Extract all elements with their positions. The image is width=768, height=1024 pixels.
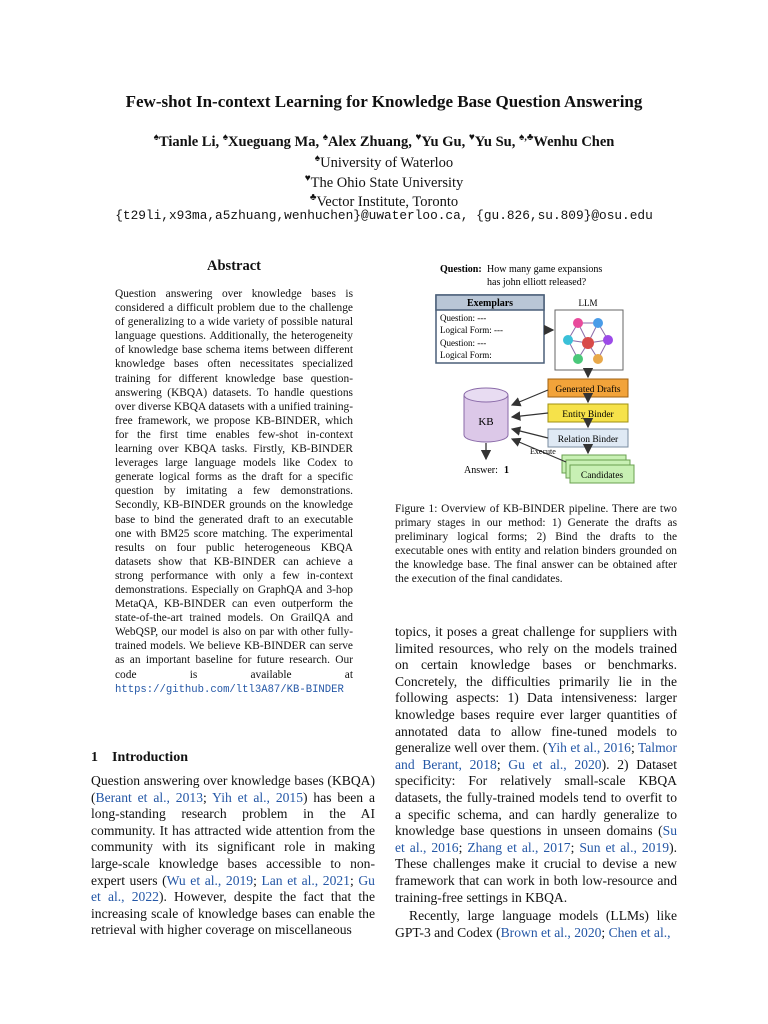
text-run: Question answering over knowledge bases (KBQA) ( bbox=[91, 773, 375, 805]
citation-link[interactable]: Brown et al., 2020 bbox=[500, 924, 602, 940]
right-column-text bbox=[395, 624, 677, 941]
figure-caption: Figure 1: Overview of KB-BINDER pipeline. There are two primary stages in our method: 1) Generate the drafts as preliminary logical forms; 2) Bind the drafts to the executable ones with entity and relation binders grounded on the knowledge base. The final answer can be obtained after the execution of the final candidates. bbox=[395, 503, 677, 586]
generated-drafts-label: Generated Drafts bbox=[555, 385, 621, 395]
text-run: topics, it poses a great challenge for suppliers with limited resources, who rely on the models trained on certain knowledge bases or benchmarks. Concretely, the difficulties primarily lie in the following aspects: 1) Data intensiveness: larger knowledge bases require ever larger quantities of annotated data to allow fine-tuned models to generalize well over them. ( bbox=[395, 624, 677, 756]
text-run: Recently, large language models (LLMs) like GPT-3 and Codex ( bbox=[395, 908, 677, 940]
author-name: Yu Su, bbox=[474, 133, 519, 150]
text-run: ; bbox=[570, 839, 580, 855]
text-run: ). These challenges make it crucial to devise a new framework that can work in both low-resource and training-free settings in KBQA. bbox=[395, 839, 677, 905]
author-list bbox=[0, 132, 768, 151]
author-mark: ♠ bbox=[153, 132, 159, 143]
author-name: Yu Gu, bbox=[421, 133, 469, 150]
figure-pipeline bbox=[430, 255, 670, 485]
text-run: ; bbox=[203, 789, 213, 805]
author-name: Wenhu Chen bbox=[533, 133, 615, 150]
text-run: ; bbox=[601, 924, 609, 940]
author-name: Alex Zhuang, bbox=[328, 133, 416, 150]
paragraph bbox=[395, 624, 677, 906]
text-run: ; bbox=[253, 872, 262, 888]
exemplar-line: Logical Form: bbox=[440, 350, 492, 360]
text-run: ; bbox=[349, 872, 359, 888]
affiliation-name: University of Waterloo bbox=[320, 154, 454, 171]
affiliation-name: Vector Institute, Toronto bbox=[316, 193, 459, 210]
answer-label: Answer: bbox=[464, 465, 498, 476]
affiliation-name: The Ohio State University bbox=[310, 174, 464, 191]
citation-link[interactable]: Zhang et al., 2017 bbox=[467, 839, 571, 855]
section-title: Introduction bbox=[112, 750, 188, 765]
affiliation-ohio-state bbox=[0, 173, 768, 192]
abstract-text: Question answering over knowledge bases is considered a difficult problem due to the challenge of generalizing to a wide variety of possible natural language questions. Additionally, the heterogeneity of knowledge base schema items between different knowledge bases often necessitates specialized training for different knowledge base question-answering (KBQA) datasets. To handle questions over diverse KBQA datasets with a unified training-free framework, we propose KB-BINDER, which for the first time enables few-shot in-context learning over KBQA tasks. Firstly, KB-BINDER leverages large language models like Codex to generate logical forms as the draft for a specific question by imitating a few demonstrations. Secondly, KB-BINDER grounds on the knowledge base to bind the generated draft to an executable one with BM25 score matching. The experimental results on four public heterogeneous KBQA datasets show that KB-BINDER can achieve a strong performance with only a few in-context demonstrations. Especially on GraphQA and 3-hop MetaQA, KB-BINDER can even outperform the state-of-the-art trained models. On GrailQA and WebQSP, our model is also on par with other fully-trained models. We believe KB-BINDER can serve as an important baseline for future research. Our code is available at bbox=[115, 288, 353, 681]
abstract-body bbox=[115, 287, 353, 697]
author-mark: ♥ bbox=[415, 132, 422, 143]
affiliation-mark: ♣ bbox=[309, 192, 317, 203]
citation-link[interactable]: Gu et al., 2020 bbox=[508, 756, 602, 772]
citation-link[interactable]: Berant et al., 2013 bbox=[95, 789, 203, 805]
answer-value: 1 bbox=[504, 465, 509, 476]
exemplars-title: Exemplars bbox=[466, 298, 514, 309]
citation-link[interactable]: Sun et al., 2019 bbox=[579, 839, 670, 855]
candidates-label: Candidates bbox=[580, 471, 624, 481]
author-mark: ♠ bbox=[222, 132, 229, 143]
section-number: 1 bbox=[91, 750, 98, 765]
text-run: ; bbox=[496, 756, 509, 772]
author-name: Xueguang Ma, bbox=[228, 133, 323, 150]
author-mark: ♠ bbox=[322, 132, 329, 143]
author-name: Tianle Li, bbox=[158, 133, 223, 150]
paper-title: Few-shot In-context Learning for Knowledge Base Question Answering bbox=[125, 92, 643, 111]
affiliation-mark: ♥ bbox=[304, 173, 311, 184]
citation-link[interactable]: Yih et al., 2015 bbox=[212, 789, 304, 805]
kb-database-icon bbox=[464, 388, 508, 442]
citation-link[interactable]: Yih et al., 2016 bbox=[547, 740, 631, 756]
text-run: ) has been a long-standing research problem in the AI community. It has attracted wide attention from the community with its significant role in making large-scale knowledge bases accessible to non-expert users ( bbox=[91, 789, 375, 888]
pipeline-diagram bbox=[430, 255, 670, 485]
paragraph bbox=[395, 908, 677, 941]
author-mark: ♠,♣ bbox=[519, 132, 534, 143]
kb-label: KB bbox=[478, 416, 494, 428]
section-heading-introduction bbox=[91, 750, 188, 766]
exemplar-line: Question: --- bbox=[440, 313, 487, 323]
code-link[interactable]: https://github.com/ltl3A87/KB-BINDER bbox=[115, 683, 344, 696]
citation-link[interactable]: Lan et al., 2021 bbox=[261, 872, 350, 888]
exemplar-line: Logical Form: --- bbox=[440, 325, 503, 335]
affiliation-waterloo bbox=[0, 153, 768, 172]
author-mark: ♥ bbox=[468, 132, 475, 143]
execute-label: Execute bbox=[530, 447, 556, 456]
llm-label: LLM bbox=[578, 298, 598, 308]
citation-link[interactable]: Talmor and Berant, 2018 bbox=[395, 740, 677, 772]
affiliation-mark: ♠ bbox=[314, 153, 321, 164]
question-line2: has john elliott released? bbox=[487, 277, 587, 288]
entity-binder-label: Entity Binder bbox=[562, 410, 614, 420]
introduction-paragraph bbox=[91, 773, 375, 939]
text-run: ). 2) Dataset specificity: For relatively small-scale KBQA datasets, the fully-trained models tend to overfit to a specific schema, and can hardly generalize to knowledge base questions in unseen domains ( bbox=[395, 756, 677, 839]
citation-link[interactable]: Gu et al., 2022 bbox=[91, 872, 375, 905]
question-label: Question: bbox=[440, 264, 482, 275]
author-emails: {t29li,x93ma,a5zhuang,wenhuchen}@uwaterloo.ca, {gu.826,su.809}@osu.edu bbox=[115, 208, 653, 223]
question-line1: How many game expansions bbox=[487, 264, 603, 275]
text-run: ). However, despite the fact that the increasing scale of knowledge bases can enable the retrieval with higher coverage on miscellaneous bbox=[91, 889, 375, 938]
citation-link[interactable]: Wu et al., 2019 bbox=[166, 872, 254, 888]
text-run: ; bbox=[630, 740, 638, 756]
citation-link[interactable]: Su et al., 2016 bbox=[395, 823, 677, 855]
citation-link[interactable]: Chen et al., bbox=[608, 924, 671, 940]
exemplar-line: Question: --- bbox=[440, 338, 487, 348]
abstract-heading: Abstract bbox=[207, 258, 261, 274]
text-run: ; bbox=[458, 839, 468, 855]
relation-binder-label: Relation Binder bbox=[557, 435, 619, 445]
